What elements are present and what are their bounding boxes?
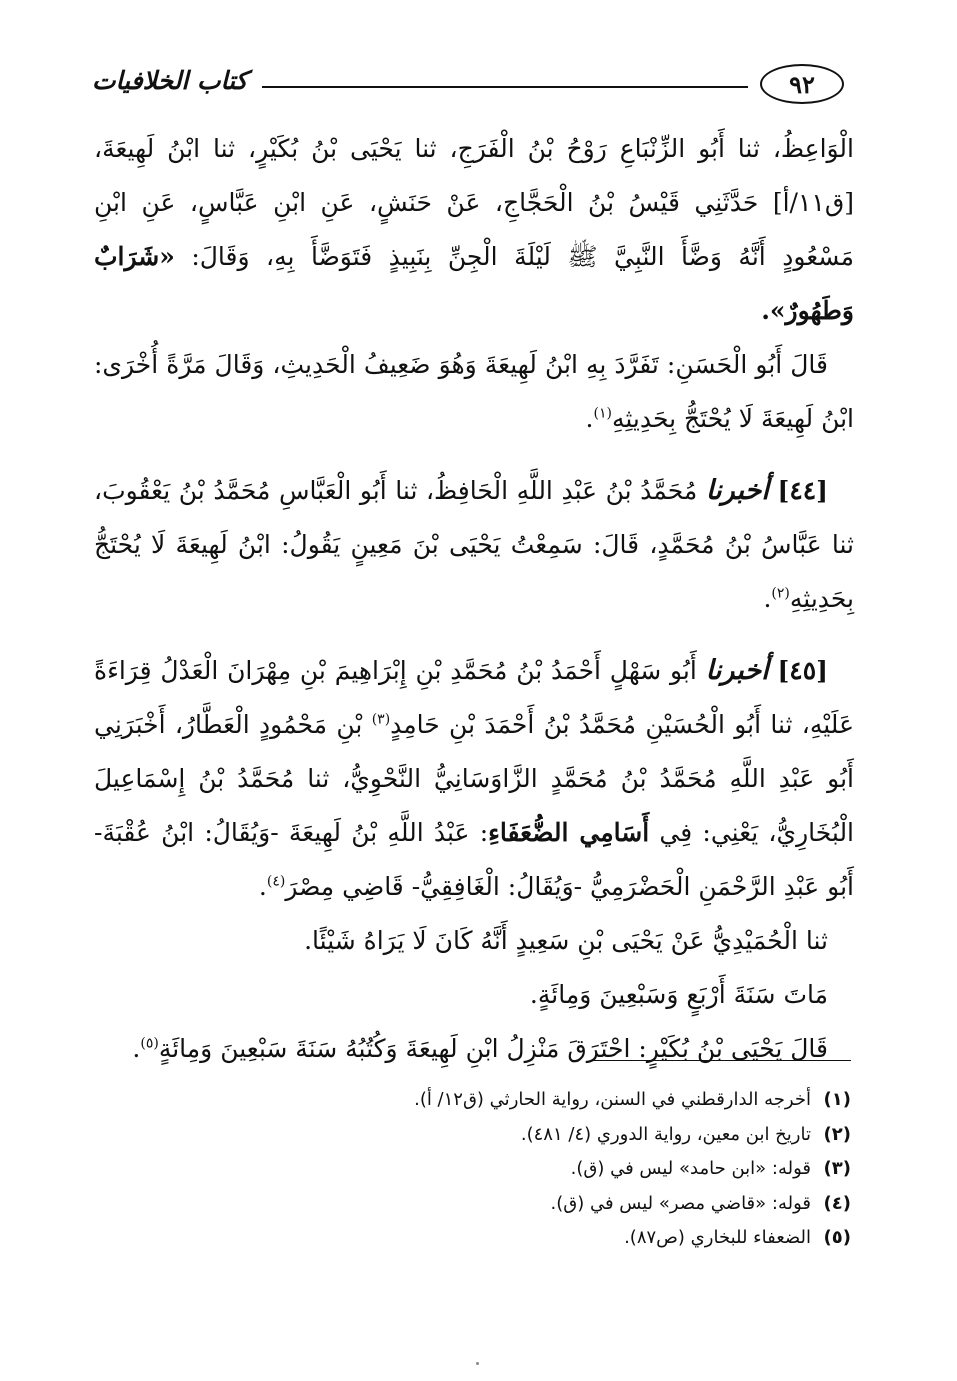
- paragraph-2: [94, 338, 854, 446]
- footnotes: [131, 1083, 851, 1256]
- footnote-2: [131, 1118, 851, 1153]
- footnote-ref-1[interactable]: (١): [593, 405, 612, 422]
- footnote-text: قوله: «ابن حامد» ليس في (ق).: [570, 1158, 811, 1179]
- footnote-ref-2[interactable]: (٢): [771, 585, 790, 602]
- footnote-number: (٤): [823, 1192, 851, 1214]
- footnote-ref-5[interactable]: (٥): [140, 1035, 159, 1052]
- paragraph-fire-end: .: [132, 1034, 141, 1063]
- footnote-text: أخرجه الدارقطني في السنن، رواية الحارثي (ق١٢/ أ).: [414, 1089, 811, 1110]
- footnote-number: (٢): [823, 1123, 851, 1145]
- footnote-number: (٣): [823, 1158, 851, 1179]
- paragraph-45-text-a: أَبُو سَهْلٍ أَحْمَدُ بْنُ مُحَمَّدِ بْنِ إِبْرَاهِيمَ بْنِ مِهْرَانَ الْعَدْلُ قِرَاءَةً عَلَيْهِ، ثنا أَبُو الْحُسَيْنِ مُحَمَّدُ بْنُ أَحْمَدَ بْنِ حَامِدٍ: [94, 656, 854, 739]
- header-rule: [262, 86, 748, 88]
- paragraph-44-text: مُحَمَّدُ بْنُ عَبْدِ اللَّهِ الْحَافِظُ، ثنا أَبُو الْعَبَّاسِ مُحَمَّدُ بْنُ يَعْقُوبَ، ثنا عَبَّاسُ بْنُ مُحَمَّدٍ، قَالَ: سَمِعْتُ يَحْيَى بْنَ مَعِينٍ يَقُولُ: ابْنُ لَهِيعَةَ لَا يُحْتَجُّ بِحَدِيثِهِ: [94, 476, 854, 613]
- paragraph-fire: [94, 1022, 854, 1076]
- paragraph-death-year-text: مَاتَ سَنَةَ أَرْبَعٍ وَسَبْعِينَ وَمِائَةٍ.: [529, 980, 828, 1009]
- footnote-number: (١): [823, 1089, 851, 1110]
- footnote-text: قوله: «قاضي مصر» ليس في (ق).: [550, 1192, 811, 1214]
- page-header: [92, 62, 844, 114]
- paragraph-45-text-b: بْنِ مَحْمُودٍ الْعَطَّارُ، أَخْبَرَنِي أَبُو عَبْدِ اللَّهِ مُحَمَّدُ بْنُ مُحَمَّدٍ الزَّاوَسَانِيُّ النَّحْوِيُّ، ثنا مُحَمَّدُ بْنُ إِسْمَاعِيلَ الْبُخَارِيُّ، يَعْنِي: فِي: [94, 710, 855, 847]
- scan-speck: [476, 1362, 479, 1365]
- paragraph-44: [94, 464, 854, 626]
- paragraph-1-text: الْوَاعِظُ، ثنا أَبُو الزِّنْبَاعِ رَوْحُ بْنُ الْفَرَجِ، ثنا يَحْيَى بْنُ بُكَيْرٍ، ثنا ابْنُ لَهِيعَةَ، [ق١١/أ] حَدَّثَنِي قَيْسُ بْنُ الْحَجَّاجِ، عَنْ حَنَشٍ، عَنِ ابْنِ عَبَّاسٍ، عَنِ ابْنِ مَسْعُودٍ أَنَّهُ وَضَّأَ النَّبِيَّ ﷺ لَيْلَةَ الْجِنِّ بِنَبِيذٍ فَتَوَضَّأَ بِهِ، وَقَالَ:: [94, 134, 854, 271]
- footnote-1: [131, 1083, 851, 1118]
- book-name-asami-aldhuafa: أَسَامِي الضُّعَفَاءِ: [488, 818, 650, 847]
- paragraph-45-text-c: : عَبْدُ اللَّهِ بْنُ لَهِيعَةَ -وَيُقَالُ: ابْنُ عُقْبَةَ- أَبُو عَبْدِ الرَّحْمَنِ الْحَضْرَمِيُّ -وَيُقَالُ: الْغَافِقِيُّ- قَاضِي مِصْرَ: [94, 818, 854, 901]
- footnote-separator: [593, 1060, 851, 1061]
- paragraph-45: [94, 644, 854, 914]
- footnote-text: الضعفاء للبخاري (ص٨٧).: [624, 1227, 811, 1248]
- akhbarana-45: أخبرنا: [705, 655, 769, 686]
- paragraph-44-end: .: [763, 584, 772, 613]
- main-text: [94, 122, 854, 1076]
- footnote-number: (٥): [823, 1227, 851, 1248]
- page-number-badge: [760, 64, 844, 104]
- akhbarana-44: أخبرنا: [705, 475, 769, 506]
- footnote-ref-3[interactable]: (٣): [371, 711, 391, 728]
- hadith-number-45: [٤٥]: [777, 656, 828, 685]
- footnote-5: [131, 1221, 851, 1256]
- paragraph-1-quote: «شَرَابٌ وَطَهُورٌ».: [94, 242, 854, 325]
- paragraph-2-end: .: [585, 404, 594, 433]
- footnote-text: تاريخ ابن معين، رواية الدوري (٤/ ٤٨١).: [520, 1123, 811, 1145]
- paragraph-45-end: .: [258, 872, 267, 901]
- paragraph-humaydi-text: ثنا الْحُمَيْدِيُّ عَنْ يَحْيَى بْنِ سَعِيدٍ أَنَّهُ كَانَ لَا يَرَاهُ شَيْئًا.: [304, 926, 828, 955]
- footnote-3: [131, 1152, 851, 1187]
- book-title: كتاب الخلافيات: [92, 66, 248, 95]
- footnote-4: [131, 1187, 851, 1222]
- paragraph-fire-text: قَالَ يَحْيَى بْنُ بُكَيْرٍ: احْتَرَقَ مَنْزِلُ ابْنِ لَهِيعَةَ وَكُتُبُهُ سَنَةَ سَبْعِينَ وَمِائَةٍ: [158, 1034, 828, 1063]
- paragraph-death-year: [94, 968, 854, 1022]
- hadith-number-44: [٤٤]: [777, 476, 829, 505]
- footnote-ref-4[interactable]: (٤): [266, 873, 286, 890]
- paragraph-humaydi: [94, 914, 854, 968]
- paragraph-1: [94, 122, 854, 338]
- paragraph-2-text: قَالَ أَبُو الْحَسَنِ: تَفَرَّدَ بِهِ ابْنُ لَهِيعَةَ وَهُوَ ضَعِيفُ الْحَدِيثِ، وَقَالَ مَرَّةً أُخْرَى: ابْنُ لَهِيعَةَ لَا يُحْتَجُّ بِحَدِيثِهِ: [94, 350, 854, 433]
- page-number: ٩٢: [789, 69, 815, 99]
